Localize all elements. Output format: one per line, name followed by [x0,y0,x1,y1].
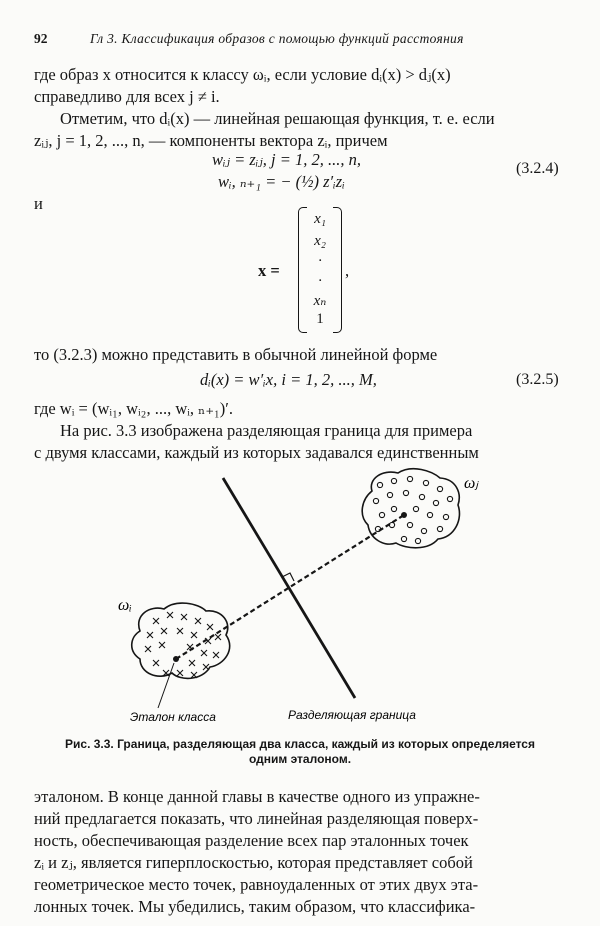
figure-3-3-drawing [110,465,530,735]
equation-3-2-4-line2: wᵢ, ₙ₊₁ = − (½) z′ᵢzᵢ [218,172,345,191]
separating-boundary-line [223,478,355,698]
right-bracket [333,207,342,333]
equation-number-3-2-4: (3.2.4) [516,160,559,177]
conjunction-and: и [34,194,43,213]
class-omega-j-samples [373,476,452,543]
sample-circle [413,506,418,511]
sample-cross [195,618,201,624]
vector-element: · [318,253,322,269]
vector-lhs: x = [258,261,280,280]
paragraph-linear-function [34,108,566,152]
figure-3-3 [110,465,530,735]
sample-cross [159,642,165,648]
sample-cross [147,632,153,638]
column-vector-x [290,207,342,333]
sample-cross [207,624,213,630]
caption-line: одним эталоном. [248,752,352,766]
page-number: 92 [34,31,48,46]
text-line: zᵢ и zⱼ, является гиперплоскостью, которая представляет собой [34,853,473,872]
text-line: где wᵢ = (wᵢ₁, wᵢ₂, ..., wᵢ, ₙ₊₁)′. [34,399,234,418]
sample-cross [213,652,219,658]
text-line: эталоном. В конце данной главы в качестве одного из упражне- [34,787,480,806]
sample-circle [379,512,384,517]
sample-circle [419,494,424,499]
page-header [34,31,566,51]
sample-cross [215,634,221,640]
equation-3-2-5: dᵢ(x) = w′ᵢx, i = 1, 2, ..., M, [200,370,377,389]
running-title: Гл 3. Классификация образов с помощью функций расстояния [90,31,464,46]
paragraph-figure-reference [34,420,566,464]
sample-circle [401,536,406,541]
paragraph-exercise-note [34,786,566,918]
text-line: Отметим, что dᵢ(x) — линейная решающая функция, т. е. если [60,109,495,128]
sample-cross [145,646,151,652]
label-separating-boundary: Разделяющая граница [288,708,416,722]
sample-cross [153,660,159,666]
text-line: На рис. 3.3 изображена разделяющая граница для примера [60,421,473,440]
label-omega-i: ωᵢ [118,597,132,614]
sample-cross [161,628,167,634]
sample-cross [177,628,183,634]
text-line: с двумя классами, каждый из которых задавался единственным [34,443,479,462]
class-omega-j-region [362,469,459,548]
sample-circle [421,528,426,533]
text-line: zᵢⱼ, j = 1, 2, ..., n, — компоненты вектора zᵢ, причем [34,131,388,150]
text-line: лонных точек. Мы убедились, таким образом, что классифика- [34,897,476,916]
sample-circle [391,478,396,483]
sample-circle [377,482,382,487]
left-bracket [298,207,307,333]
text-line: справедливо для всех j ≠ i. [34,87,220,106]
sample-circle [427,512,432,517]
sample-circle [415,538,420,543]
sample-circle [433,500,438,505]
sample-circle [403,490,408,495]
sample-circle [373,498,378,503]
vector-element: 1 [316,311,324,327]
caption-line: Рис. 3.3. Граница, разделяющая два класса, каждый из которых определяется [65,737,535,751]
equation-number-3-2-5: (3.2.5) [516,371,559,388]
sample-cross [201,650,207,656]
label-class-prototype: Эталон класса [130,710,216,724]
sample-cross [153,618,159,624]
sample-circle [407,476,412,481]
sample-circle [407,522,412,527]
vector-element: x₁ [314,211,326,227]
sample-circle [387,492,392,497]
paragraph-weight-vector [34,398,566,420]
text-line: ний предлагается показать, что линейная разделяющая поверх- [34,809,479,828]
sample-cross [177,670,183,676]
sample-cross [167,612,173,618]
equation-3-2-4-line1: wᵢⱼ = zᵢⱼ, j = 1, 2, ..., n, [212,150,361,169]
sample-cross [189,660,195,666]
paragraph-class-condition [34,64,566,108]
sample-circle [437,526,442,531]
text-line: где образ x относится к классу ωᵢ, если условие dᵢ(x) > dⱼ(x) [34,65,451,84]
vector-element: xₙ [313,293,327,309]
vector-trailing-comma: , [345,261,350,280]
vector-element: · [318,273,322,289]
sample-circle [391,506,396,511]
sample-circle [447,496,452,501]
label-omega-j: ωⱼ [464,475,479,492]
sample-cross [191,632,197,638]
text-line: ность, обеспечивающая разделение всех пар эталонных точек [34,831,469,850]
text-line: то (3.2.3) можно представить в обычной линейной форме [34,345,438,364]
sample-circle [423,480,428,485]
sample-cross [203,664,209,670]
sample-cross [181,614,187,620]
sample-circle [437,486,442,491]
vector-element: x₂ [314,233,326,249]
prototype-label-leader [158,663,174,708]
sample-circle [443,514,448,519]
text-line: геометрическое место точек, равноудаленных от этих двух эта- [34,875,479,894]
paragraph-linear-form [34,344,566,366]
figure-caption [34,737,566,767]
